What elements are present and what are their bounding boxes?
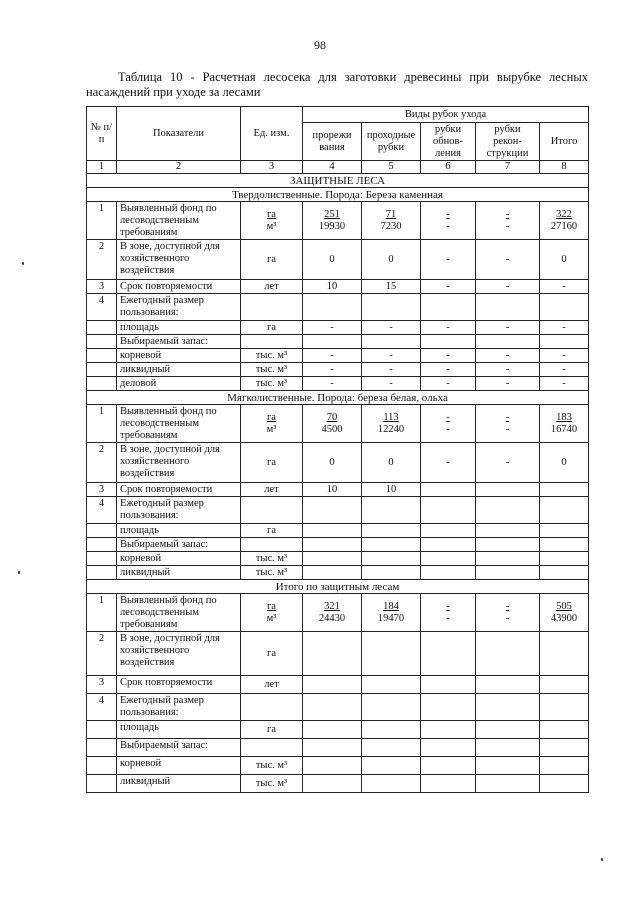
value-cell	[540, 538, 589, 552]
value-cell	[476, 524, 540, 538]
value-cell	[540, 594, 589, 632]
value-cell: 0	[303, 443, 362, 483]
value-cell: -	[476, 321, 540, 335]
row-number: 3	[87, 483, 117, 497]
row-indicator: корневой	[117, 552, 241, 566]
table-row	[87, 775, 589, 793]
value-cell	[540, 294, 589, 321]
value-cell	[540, 632, 589, 676]
group-title: Твердолиственные. Порода: Береза каменная	[87, 188, 589, 202]
value-cell: -	[421, 377, 476, 391]
value-cell: 0	[303, 240, 362, 280]
value-cell	[476, 294, 540, 321]
table-row	[87, 497, 589, 524]
value-cell	[303, 632, 362, 676]
group-title: Итого по защитным лесам	[87, 580, 589, 594]
value-cell	[303, 566, 362, 580]
table-row	[87, 240, 589, 280]
column-number: 1	[87, 161, 117, 174]
row-indicator: Срок повторяемости	[117, 676, 241, 694]
row-unit: га	[241, 240, 303, 280]
row-number	[87, 739, 117, 757]
value-cell: -	[476, 240, 540, 280]
column-number: 8	[540, 161, 589, 174]
row-unit	[241, 694, 303, 721]
row-number	[87, 349, 117, 363]
value-cell: 10	[303, 280, 362, 294]
value-cell	[421, 739, 476, 757]
value-cell	[476, 739, 540, 757]
value-cell: -	[476, 443, 540, 483]
table-row	[87, 552, 589, 566]
value-cell	[476, 566, 540, 580]
column-number: 2	[117, 161, 241, 174]
value-cell	[476, 483, 540, 497]
header-kind-renewal: рубки обнов- ления	[421, 123, 476, 161]
row-unit: тыс. м³	[241, 377, 303, 391]
harvest-table	[86, 106, 589, 793]
table-row	[87, 443, 589, 483]
value-cell	[362, 694, 421, 721]
value-cell: -	[421, 443, 476, 483]
row-unit	[241, 405, 303, 443]
row-indicator: В зоне, доступной для хозяйственного воздействия	[117, 240, 241, 280]
value-cell	[421, 405, 476, 443]
value-cell	[303, 294, 362, 321]
value-cell	[362, 294, 421, 321]
row-indicator: Выявленный фонд по лесоводственным требованиям	[117, 202, 241, 240]
row-indicator: площадь	[117, 721, 241, 739]
value-cell: -	[362, 363, 421, 377]
row-number: 4	[87, 294, 117, 321]
value-volume: -	[505, 220, 510, 232]
row-indicator: Срок повторяемости	[117, 483, 241, 497]
value-cell	[303, 739, 362, 757]
table-row	[87, 524, 589, 538]
value-cell: -	[421, 321, 476, 335]
value-cell	[362, 538, 421, 552]
value-volume: -	[446, 423, 450, 435]
value-area: -	[505, 411, 510, 423]
value-area: -	[505, 208, 510, 220]
row-indicator: В зоне, доступной для хозяйственного воздействия	[117, 443, 241, 483]
row-unit: га	[241, 632, 303, 676]
value-cell	[421, 566, 476, 580]
value-cell	[476, 497, 540, 524]
value-cell	[362, 739, 421, 757]
row-number	[87, 363, 117, 377]
value-cell: -	[540, 363, 589, 377]
row-unit: тыс. м³	[241, 363, 303, 377]
row-unit: тыс. м³	[241, 775, 303, 793]
value-cell	[421, 594, 476, 632]
row-unit: тыс. м³	[241, 552, 303, 566]
value-cell	[303, 721, 362, 739]
value-volume: -	[446, 220, 450, 232]
value-cell	[476, 405, 540, 443]
value-area: 322	[556, 208, 572, 220]
value-volume: -	[446, 612, 450, 624]
value-area: 505	[556, 600, 572, 612]
value-volume: 4500	[321, 423, 343, 435]
value-cell	[540, 757, 589, 775]
row-number	[87, 524, 117, 538]
table-row	[87, 349, 589, 363]
row-number	[87, 552, 117, 566]
row-number: 1	[87, 594, 117, 632]
table-row	[87, 377, 589, 391]
group-title: Мягколиственные. Порода: береза белая, ольха	[87, 391, 589, 405]
header-kind-thinning: прорежи вания	[303, 123, 362, 161]
row-unit: тыс. м³	[241, 566, 303, 580]
row-unit	[241, 294, 303, 321]
row-number: 2	[87, 240, 117, 280]
table-row	[87, 739, 589, 757]
value-cell	[476, 676, 540, 694]
value-cell	[421, 676, 476, 694]
table-row	[87, 294, 589, 321]
table-row	[87, 538, 589, 552]
value-cell	[540, 335, 589, 349]
value-cell	[303, 694, 362, 721]
value-cell	[540, 694, 589, 721]
value-cell	[476, 757, 540, 775]
row-number: 1	[87, 405, 117, 443]
value-area: -	[446, 411, 450, 423]
value-area: -	[446, 600, 450, 612]
row-unit: га	[241, 524, 303, 538]
column-number: 5	[362, 161, 421, 174]
header-no: № п/п	[87, 107, 117, 161]
value-volume: -	[505, 612, 510, 624]
row-number	[87, 377, 117, 391]
header-total: Итого	[540, 123, 589, 161]
scan-mark	[18, 571, 20, 574]
column-number: 4	[303, 161, 362, 174]
header-kinds-title: Виды рубок ухода	[303, 107, 589, 123]
row-unit: тыс. м³	[241, 349, 303, 363]
value-cell	[421, 335, 476, 349]
value-cell	[476, 694, 540, 721]
value-cell	[362, 757, 421, 775]
value-cell	[476, 202, 540, 240]
value-cell	[421, 483, 476, 497]
table-row	[87, 632, 589, 676]
value-cell	[362, 202, 421, 240]
table-row	[87, 566, 589, 580]
value-cell	[540, 405, 589, 443]
value-volume: -	[505, 423, 510, 435]
unit-top: га	[267, 411, 276, 423]
column-number: 7	[476, 161, 540, 174]
value-cell	[421, 775, 476, 793]
value-volume: 19930	[318, 220, 346, 232]
value-cell	[540, 202, 589, 240]
value-area: 321	[324, 600, 340, 612]
scan-mark	[22, 262, 24, 265]
row-indicator: Ежегодный размер пользования:	[117, 497, 241, 524]
column-number: 3	[241, 161, 303, 174]
row-indicator: В зоне, доступной для хозяйственного воздействия	[117, 632, 241, 676]
value-cell: -	[303, 363, 362, 377]
value-cell	[362, 676, 421, 694]
value-cell: -	[421, 363, 476, 377]
value-cell	[303, 538, 362, 552]
value-volume: 27160	[550, 220, 578, 232]
value-cell	[540, 524, 589, 538]
unit-bottom: м³	[266, 423, 277, 435]
value-cell	[421, 202, 476, 240]
value-area: -	[446, 208, 450, 220]
row-unit	[241, 594, 303, 632]
value-cell	[540, 775, 589, 793]
value-cell	[421, 552, 476, 566]
value-cell	[540, 497, 589, 524]
value-cell	[303, 676, 362, 694]
value-cell	[303, 594, 362, 632]
row-indicator: корневой	[117, 757, 241, 775]
value-area: 113	[383, 411, 399, 423]
table-row	[87, 721, 589, 739]
value-cell	[303, 497, 362, 524]
value-cell: 0	[540, 240, 589, 280]
row-indicator: Ежегодный размер пользования:	[117, 294, 241, 321]
value-volume: 7230	[380, 220, 402, 232]
value-cell	[303, 202, 362, 240]
value-cell	[362, 335, 421, 349]
value-cell: -	[362, 377, 421, 391]
value-cell	[476, 632, 540, 676]
row-unit: тыс. м³	[241, 757, 303, 775]
table-row	[87, 757, 589, 775]
row-indicator: корневой	[117, 349, 241, 363]
table-body	[87, 107, 589, 793]
row-number	[87, 775, 117, 793]
value-cell	[362, 524, 421, 538]
value-cell	[421, 497, 476, 524]
section-protective-forests: ЗАЩИТНЫЕ ЛЕСА	[87, 174, 589, 188]
value-cell	[303, 552, 362, 566]
value-cell: -	[421, 349, 476, 363]
value-cell	[421, 538, 476, 552]
row-unit	[241, 497, 303, 524]
value-cell	[476, 594, 540, 632]
value-volume: 43900	[550, 612, 578, 624]
value-cell: -	[476, 377, 540, 391]
row-indicator: ликвидный	[117, 566, 241, 580]
value-volume: 19470	[377, 612, 405, 624]
table-row	[87, 335, 589, 349]
page-number: 98	[314, 38, 326, 52]
row-number: 4	[87, 694, 117, 721]
row-unit	[241, 202, 303, 240]
table-row	[87, 202, 589, 240]
value-area: 184	[383, 600, 399, 612]
row-unit: га	[241, 443, 303, 483]
value-cell: -	[362, 321, 421, 335]
row-number: 1	[87, 202, 117, 240]
header-kind-passing: проходные рубки	[362, 123, 421, 161]
value-cell: -	[303, 321, 362, 335]
value-cell: -	[421, 240, 476, 280]
value-cell	[362, 775, 421, 793]
row-indicator: ликвидный	[117, 363, 241, 377]
row-indicator: Выбираемый запас:	[117, 739, 241, 757]
row-indicator: Выбираемый запас:	[117, 335, 241, 349]
row-unit: га	[241, 721, 303, 739]
value-cell	[476, 538, 540, 552]
row-unit: га	[241, 321, 303, 335]
value-cell	[540, 721, 589, 739]
table-row	[87, 676, 589, 694]
value-cell	[421, 294, 476, 321]
value-volume: 24430	[318, 612, 346, 624]
table-row	[87, 405, 589, 443]
value-cell	[362, 566, 421, 580]
row-indicator: Выявленный фонд по лесоводственным требованиям	[117, 405, 241, 443]
row-unit: лет	[241, 676, 303, 694]
unit-bottom: м³	[266, 612, 277, 624]
value-cell: -	[421, 280, 476, 294]
value-cell	[476, 335, 540, 349]
value-cell: -	[540, 321, 589, 335]
value-cell	[303, 405, 362, 443]
value-cell: 0	[540, 443, 589, 483]
row-indicator: ликвидный	[117, 775, 241, 793]
value-cell	[476, 552, 540, 566]
value-area: 70	[326, 411, 338, 423]
value-cell: -	[540, 280, 589, 294]
value-cell	[540, 552, 589, 566]
value-cell: -	[540, 377, 589, 391]
row-number	[87, 538, 117, 552]
table-caption: Таблица 10 - Расчетная лесосека для заготовки древесины при вырубке лесных насаждений при уходе за лесами	[86, 70, 588, 99]
table-row	[87, 594, 589, 632]
value-cell	[476, 775, 540, 793]
value-cell	[362, 594, 421, 632]
row-unit: лет	[241, 280, 303, 294]
column-numbers-row	[87, 161, 589, 174]
value-cell	[362, 552, 421, 566]
row-number: 2	[87, 632, 117, 676]
value-area: -	[505, 600, 510, 612]
value-cell	[421, 694, 476, 721]
value-cell	[540, 566, 589, 580]
row-number: 3	[87, 676, 117, 694]
row-indicator: деловой	[117, 377, 241, 391]
row-indicator: Срок повторяемости	[117, 280, 241, 294]
value-cell: -	[303, 377, 362, 391]
row-number	[87, 721, 117, 739]
row-number	[87, 321, 117, 335]
table-row	[87, 694, 589, 721]
table-row	[87, 280, 589, 294]
value-cell: 10	[303, 483, 362, 497]
row-indicator: площадь	[117, 321, 241, 335]
value-cell: -	[476, 349, 540, 363]
value-cell	[540, 483, 589, 497]
row-indicator: площадь	[117, 524, 241, 538]
value-cell: 10	[362, 483, 421, 497]
value-cell	[421, 524, 476, 538]
value-volume: 16740	[550, 423, 578, 435]
table-row	[87, 483, 589, 497]
value-cell: 0	[362, 443, 421, 483]
value-area: 71	[385, 208, 397, 220]
value-cell	[421, 632, 476, 676]
value-cell: -	[362, 349, 421, 363]
value-cell	[421, 721, 476, 739]
value-area: 251	[324, 208, 340, 220]
row-number	[87, 757, 117, 775]
value-cell	[362, 405, 421, 443]
value-cell	[421, 757, 476, 775]
row-number: 3	[87, 280, 117, 294]
value-cell	[362, 497, 421, 524]
value-cell: -	[476, 363, 540, 377]
value-cell: 0	[362, 240, 421, 280]
row-unit	[241, 538, 303, 552]
value-cell: 15	[362, 280, 421, 294]
unit-bottom: м³	[266, 220, 277, 232]
value-cell: -	[540, 349, 589, 363]
row-number: 4	[87, 497, 117, 524]
unit-top: га	[267, 600, 276, 612]
header-unit: Ед. изм.	[241, 107, 303, 161]
row-number	[87, 335, 117, 349]
value-cell: -	[303, 349, 362, 363]
value-cell	[362, 721, 421, 739]
row-indicator: Выявленный фонд по лесоводственным требованиям	[117, 594, 241, 632]
table-row	[87, 363, 589, 377]
row-indicator: Ежегодный размер пользования:	[117, 694, 241, 721]
column-number: 6	[421, 161, 476, 174]
value-cell	[303, 757, 362, 775]
value-cell: -	[476, 280, 540, 294]
scan-mark	[601, 858, 603, 861]
value-cell	[303, 335, 362, 349]
header-kind-reconstruction: рубки рекон- струкции	[476, 123, 540, 161]
header-indicators: Показатели	[117, 107, 241, 161]
row-number	[87, 566, 117, 580]
row-unit: лет	[241, 483, 303, 497]
unit-top: га	[267, 208, 276, 220]
value-area: 183	[556, 411, 572, 423]
value-cell	[476, 721, 540, 739]
table-row	[87, 321, 589, 335]
value-cell	[303, 524, 362, 538]
row-number: 2	[87, 443, 117, 483]
value-cell	[362, 632, 421, 676]
row-indicator: Выбираемый запас:	[117, 538, 241, 552]
value-cell	[540, 739, 589, 757]
value-cell	[540, 676, 589, 694]
row-unit	[241, 335, 303, 349]
value-cell	[303, 775, 362, 793]
row-unit	[241, 739, 303, 757]
value-volume: 12240	[377, 423, 405, 435]
